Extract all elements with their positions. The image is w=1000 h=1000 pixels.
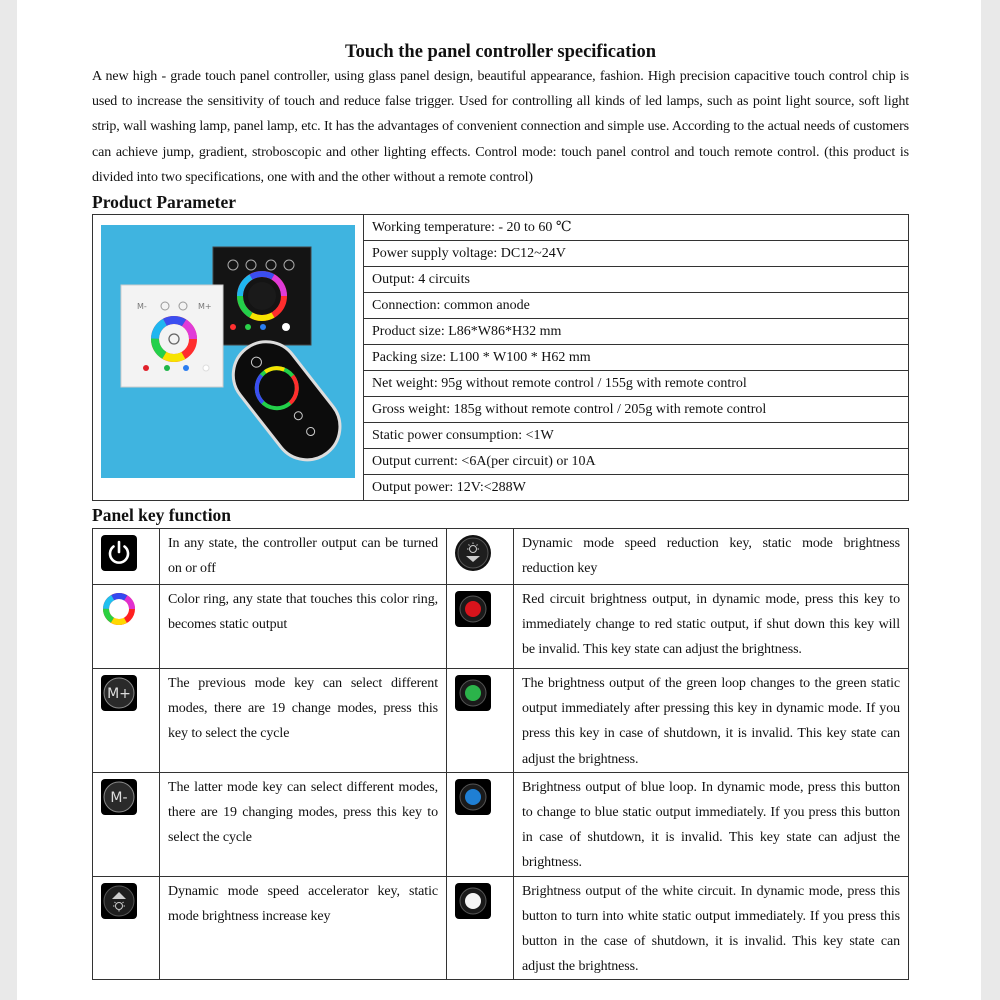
document-page	[17, 0, 981, 1000]
key-icon-cell	[93, 772, 160, 876]
key-icon-cell	[447, 669, 514, 773]
param-cell: Connection: common anode	[364, 293, 909, 319]
key-icon-cell	[93, 876, 160, 980]
key-icon-cell	[93, 529, 160, 585]
key-description: The previous mode key can select different modes, there are 19 change modes, press this key to select the cycle	[160, 669, 447, 773]
key-icon-cell	[447, 585, 514, 669]
param-cell: Product size: L86*W86*H32 mm	[364, 319, 909, 345]
m-plus-icon	[101, 675, 137, 711]
intro-paragraph: A new high - grade touch panel controller, using glass panel design, beautiful appearance, fashion. High precision capacitive touch control chip is used to increase the sensitivity of touch and reduce false trigger. Used for controlling all kinds of led lamps, such as point light source, soft light strip, wall washing lamp, panel lamp, etc. It has the advantages of convenient connection and simple use. According to the actual needs of customers can achieve jump, gradient, stroboscopic and other lighting effects. Control mode: touch panel control and touch remote control. (this product is divided into two specifications, one with and the other without a remote control)	[92, 69, 909, 185]
parameter-table	[92, 214, 909, 501]
key-description: The latter mode key can select different modes, there are 19 changing modes, press this key to select the cycle	[160, 772, 447, 876]
speed-up-icon	[101, 883, 137, 919]
green-dot-icon	[455, 675, 491, 711]
product-parameter-heading: Product Parameter	[92, 192, 236, 213]
key-description: The brightness output of the green loop changes to the green static output immediately after pressing this key in dynamic mode. If you press this key in case of shutdown, it is invalid. This key state can adjust the brightness.	[514, 669, 909, 773]
param-cell: Static power consumption: <1W	[364, 423, 909, 449]
key-description: Brightness output of the white circuit. In dynamic mode, press this button to turn into white static output immediately. If you press this button in the case of shutdown, it is invalid. This key state can adjust the brightness.	[514, 876, 909, 980]
param-cell: Net weight: 95g without remote control / 155g with remote control	[364, 371, 909, 397]
key-icon-cell	[447, 772, 514, 876]
power-icon	[101, 535, 137, 571]
photo-m-minus-label: M-	[137, 302, 147, 312]
product-photo-cell	[93, 215, 364, 501]
product-photo	[101, 225, 355, 478]
color-ring-icon	[101, 591, 153, 636]
blue-dot-icon	[455, 779, 491, 815]
m-plus-label: M+	[107, 686, 131, 703]
key-description: Dynamic mode speed reduction key, static mode brightness reduction key	[514, 529, 909, 585]
key-row	[93, 585, 909, 669]
photo-m-plus-label: M+	[198, 302, 212, 312]
key-icon-cell	[447, 529, 514, 585]
param-cell: Power supply voltage: DC12~24V	[364, 241, 909, 267]
panel-key-heading: Panel key function	[92, 505, 232, 526]
key-description: Red circuit brightness output, in dynamic mode, press this key to immediately change to red static output, if shut down this key will be invalid. This key state can adjust the brightness.	[514, 585, 909, 669]
param-cell: Packing size: L100 * W100 * H62 mm	[364, 345, 909, 371]
panel-key-table	[92, 528, 909, 980]
key-row	[93, 772, 909, 876]
key-icon-cell	[93, 585, 160, 669]
param-cell: Working temperature: - 20 to 60 ℃	[364, 215, 909, 241]
key-row	[93, 876, 909, 980]
key-icon-cell	[447, 876, 514, 980]
key-icon-cell	[93, 669, 160, 773]
param-row	[93, 215, 909, 241]
param-cell: Output current: <6A(per circuit) or 10A	[364, 449, 909, 475]
key-description: In any state, the controller output can be turned on or off	[160, 529, 447, 585]
key-description: Color ring, any state that touches this color ring, becomes static output	[160, 585, 447, 669]
param-cell: Gross weight: 185g without remote control / 205g with remote control	[364, 397, 909, 423]
key-description: Dynamic mode speed accelerator key, static mode brightness increase key	[160, 876, 447, 980]
m-minus-icon	[101, 779, 137, 815]
key-description: Brightness output of blue loop. In dynamic mode, press this button to change to blue static output immediately. If you press this button in case of shutdown, it is invalid. This key state can adjust the brightness.	[514, 772, 909, 876]
content	[92, 40, 909, 980]
page-title: Touch the panel controller specification	[344, 42, 657, 62]
red-dot-icon	[455, 591, 491, 627]
m-minus-label: M-	[110, 789, 128, 806]
key-row	[93, 529, 909, 585]
speed-down-icon	[455, 535, 491, 571]
key-row	[93, 669, 909, 773]
white-dot-icon	[455, 883, 491, 919]
param-cell: Output power: 12V:<288W	[364, 475, 909, 501]
param-cell: Output: 4 circuits	[364, 267, 909, 293]
